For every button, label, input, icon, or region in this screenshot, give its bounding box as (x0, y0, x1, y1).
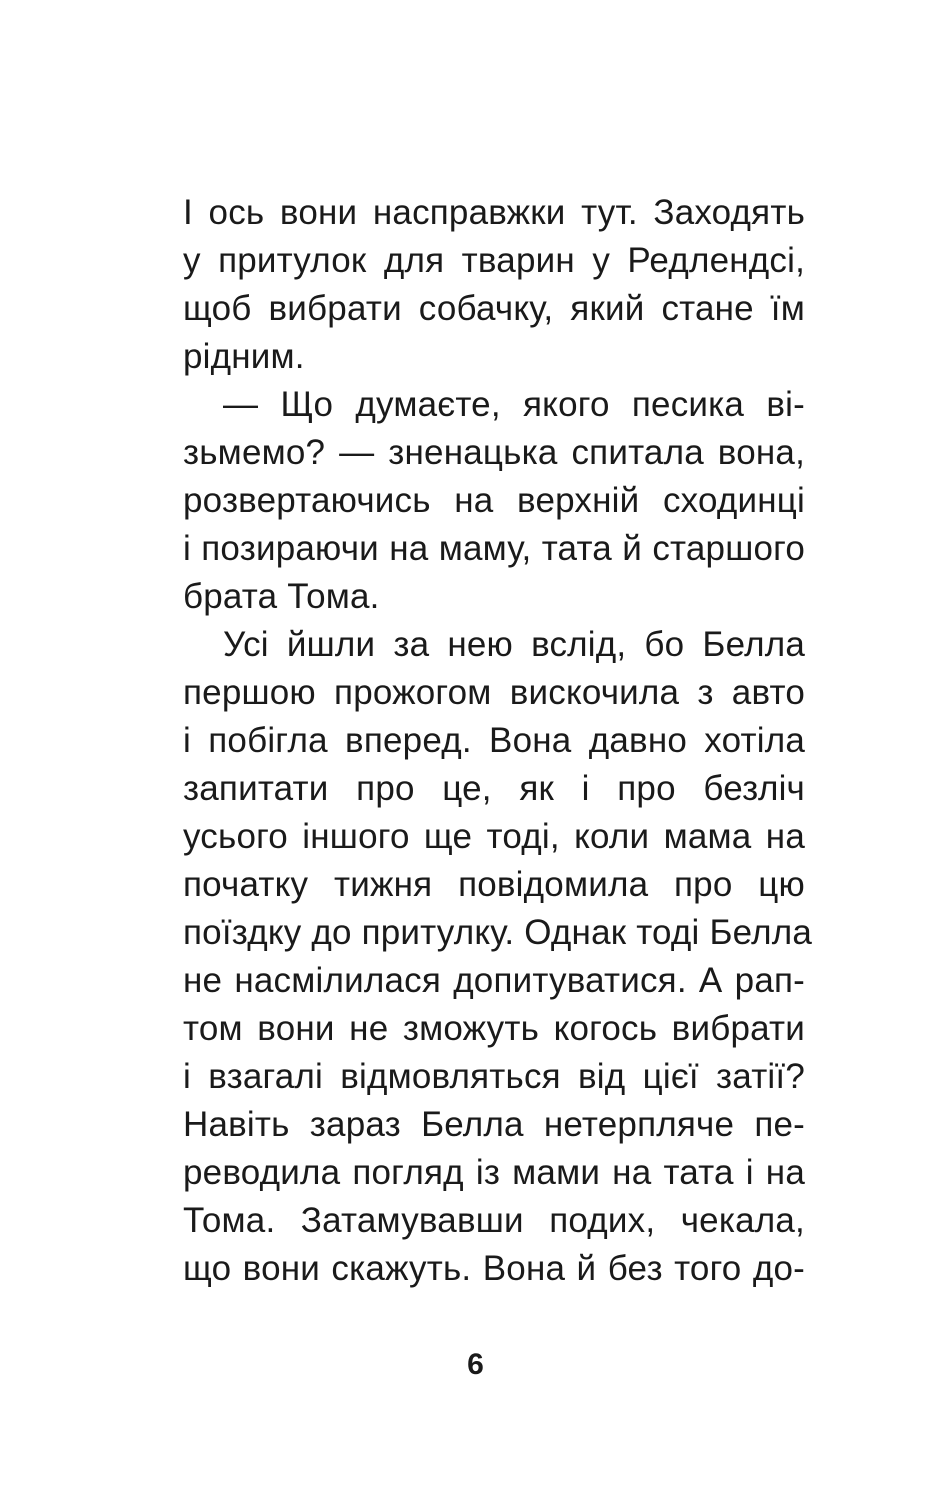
text-line: першою прожогом вискочила з авто (183, 673, 805, 712)
text-line: і позираючи на маму, тата й старшого (183, 529, 805, 568)
page-number: 6 (467, 1348, 484, 1381)
text-line: і побігла вперед. Вона давно хотіла (183, 721, 805, 760)
text-line: брата Тома. (183, 577, 380, 616)
text-line: початку тижня повідомила про цю (183, 865, 805, 904)
text-line: Усі йшли за нею вслід, бо Белла (223, 625, 805, 664)
text-line: поїздку до притулку. Однак тоді Белла (183, 913, 813, 952)
text-line: щоб вибрати собачку, який стане їм (183, 289, 805, 328)
text-line: у притулок для тварин у Редлендсі, (183, 241, 805, 280)
text-line: що вони скажуть. Вона й без того до- (183, 1249, 805, 1288)
text-line: Навіть зараз Белла нетерпляче пе- (183, 1105, 805, 1144)
text-line: розвертаючись на верхній сходинці (183, 481, 805, 520)
text-line: том вони не зможуть когось вибрати (183, 1009, 805, 1048)
text-line: усього іншого ще тоді, коли мама на (183, 817, 805, 856)
text-line: реводила погляд із мами на тата і на (183, 1153, 805, 1192)
text-line: І ось вони насправжки тут. Заходять (183, 193, 805, 232)
body-text (183, 189, 813, 1293)
text-line: і взагалі відмовляться від цієї затії? (183, 1057, 805, 1096)
text-line: запитати про це, як і про безліч (183, 769, 805, 808)
text-line: Тома. Затамувавши подих, чекала, (183, 1201, 805, 1240)
text-line: — Що думаєте, якого песика ві- (223, 385, 805, 424)
text-line: рідним. (183, 337, 305, 376)
text-line: не насмілилася допитуватися. А рап- (183, 961, 805, 1000)
text-line: зьмемо? — зненацька спитала вона, (183, 433, 805, 472)
